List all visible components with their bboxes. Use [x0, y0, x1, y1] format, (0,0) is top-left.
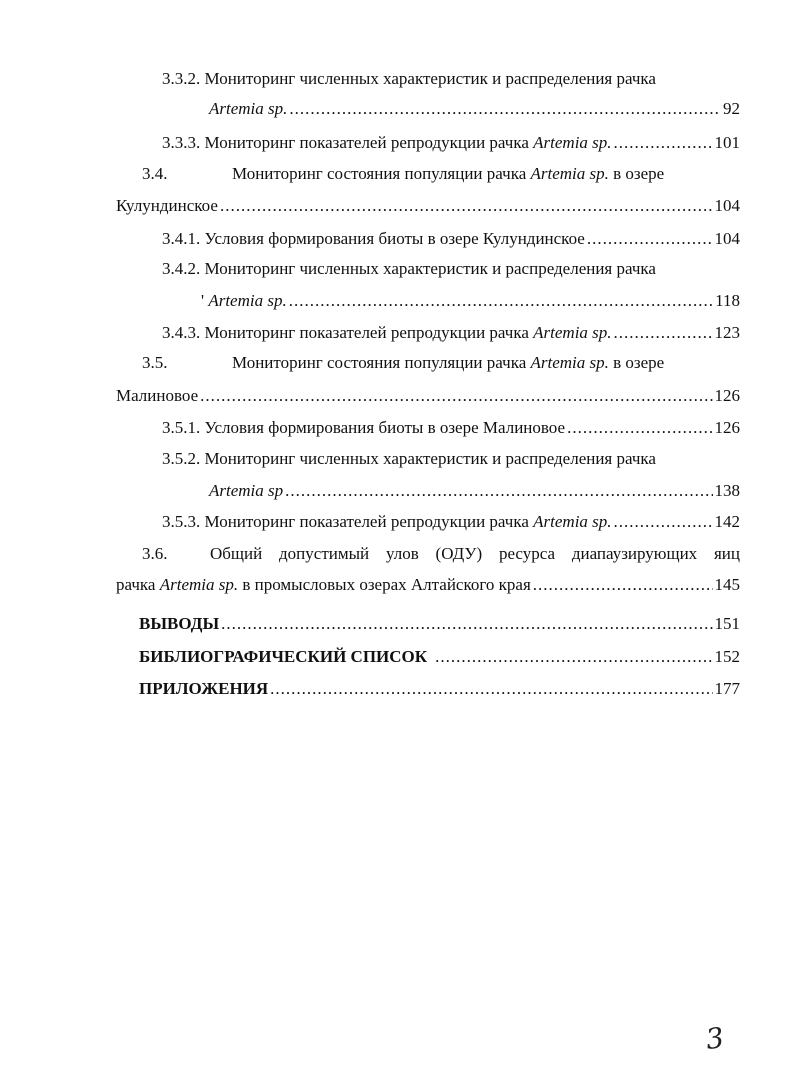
page-ref: 138	[714, 481, 740, 500]
page-ref: 145	[714, 575, 740, 594]
section-number: 3.4.3.	[162, 323, 201, 342]
dot-leader	[200, 385, 712, 407]
toc-entry-3-4-1	[162, 228, 740, 250]
species-name: Artemia sp.	[533, 323, 612, 342]
entry-title: Условия формирования биоты в озере Малиновое	[204, 418, 566, 437]
toc-entry-3-6-line2	[116, 574, 740, 596]
toc-entry-appendices	[139, 678, 740, 700]
page-ref: 142	[714, 512, 740, 531]
species-name: Artemia sp.	[159, 575, 239, 594]
entry-continuation: Малиновое	[116, 386, 199, 405]
stray-mark: '	[201, 291, 205, 310]
entry-title: ВЫВОДЫ	[139, 614, 220, 633]
toc-entry-3-4-2-line2	[201, 290, 740, 312]
entry-title: Мониторинг показателей репродукции рачка	[204, 512, 529, 531]
dot-leader	[435, 646, 712, 668]
species-name: Artemia sp.	[209, 99, 288, 118]
page-ref: 92	[723, 99, 740, 118]
entry-continuation: рачка	[116, 575, 156, 594]
entry-word: допустимый	[279, 544, 370, 563]
entry-word: яиц	[713, 544, 740, 563]
page-ref: 177	[714, 679, 740, 698]
section-number-3-5: 3.5.	[142, 353, 168, 372]
species-name: Artemia sp.	[530, 353, 609, 372]
entry-title: БИБЛИОГРАФИЧЕСКИЙ СПИСОК	[139, 647, 428, 666]
section-number-3-6: 3.6.	[142, 544, 168, 563]
entry-title: ПРИЛОЖЕНИЯ	[139, 679, 269, 698]
toc-entry-3-4-2-line1	[162, 258, 656, 280]
toc-entry-3-5-line2	[116, 385, 740, 407]
section-number-3-4: 3.4.	[142, 164, 168, 183]
dot-leader	[567, 417, 712, 439]
toc-entry-3-4-line1	[232, 163, 664, 185]
entry-word: Общий	[210, 544, 263, 563]
page-ref: 104	[714, 229, 740, 248]
species-name: Artemia sp.	[530, 164, 609, 183]
species-name: Artemia sp	[209, 481, 284, 500]
section-number: 3.5.3.	[162, 512, 201, 531]
dot-leader	[614, 132, 713, 154]
toc-entry-3-5-3	[162, 511, 740, 533]
page-ref: 126	[714, 418, 740, 437]
page-ref: 104	[714, 196, 740, 215]
species-name: Artemia sp.	[533, 512, 612, 531]
page-ref: 101	[714, 133, 740, 152]
dot-leader	[220, 195, 713, 217]
entry-word: (ОДУ)	[435, 544, 483, 563]
handwritten-page-number: 3	[703, 1020, 727, 1057]
section-number: 3.3.2.	[162, 69, 201, 88]
section-number: 3.4.1.	[162, 229, 201, 248]
section-number: 3.5.2.	[162, 449, 201, 468]
section-number: 3.3.3.	[162, 133, 201, 152]
section-number: 3.5.1.	[162, 418, 201, 437]
entry-title-end: в озере	[613, 164, 665, 183]
dot-leader	[289, 290, 713, 312]
toc-entry-bibliography	[139, 646, 740, 668]
page-ref: 152	[714, 647, 740, 666]
entry-title-end: в озере	[613, 353, 665, 372]
page-ref: 123	[714, 323, 740, 342]
species-name: Artemia sp.	[533, 133, 612, 152]
toc-entry-conclusions	[139, 613, 740, 635]
entry-title: Мониторинг состояния популяции рачка	[232, 353, 527, 372]
toc-entry-3-5-2-line2	[209, 480, 740, 502]
dot-leader	[587, 228, 713, 250]
dot-leader	[614, 322, 713, 344]
entry-title: Мониторинг показателей репродукции рачка	[204, 323, 529, 342]
toc-entry-3-5-1	[162, 417, 740, 439]
page-ref: 126	[714, 386, 740, 405]
dot-leader	[221, 613, 712, 635]
toc-entry-3-5-2-line1	[162, 448, 656, 470]
toc-entry-3-5-line1	[232, 352, 664, 374]
entry-continuation-end: в промысловых озерах Алтайского края	[242, 575, 531, 594]
toc-entry-3-4-3	[162, 322, 740, 344]
entry-title: Мониторинг состояния популяции рачка	[232, 164, 527, 183]
dot-leader	[614, 511, 713, 533]
entry-title: Мониторинг численных характеристик и распределения рачка	[204, 449, 656, 468]
entry-continuation: Кулундинское	[116, 196, 218, 215]
dot-leader	[533, 574, 713, 596]
page-ref: 151	[714, 614, 740, 633]
toc-entry-3-3-2-line2	[209, 98, 740, 120]
toc-entry-3-3-2-line1	[162, 68, 656, 90]
toc-entry-3-3-3	[162, 132, 740, 154]
entry-word: диапаузирующих	[571, 544, 698, 563]
dot-leader	[270, 678, 712, 700]
entry-word: ресурса	[498, 544, 556, 563]
entry-title: Мониторинг показателей репродукции рачка	[204, 133, 529, 152]
entry-word: улов	[385, 544, 419, 563]
entry-title: Мониторинг численных характеристик и распределения рачка	[204, 259, 656, 278]
entry-title: Условия формирования биоты в озере Кулундинское	[204, 229, 585, 248]
entry-title: Мониторинг численных характеристик и распределения рачка	[204, 69, 656, 88]
dot-leader	[289, 98, 721, 120]
page-ref: 118	[715, 291, 740, 310]
species-name: Artemia sp.	[208, 291, 287, 310]
dot-leader	[285, 480, 712, 502]
section-number: 3.4.2.	[162, 259, 201, 278]
toc-entry-3-4-line2	[116, 195, 740, 217]
toc-entry-3-6-line1	[210, 543, 740, 565]
